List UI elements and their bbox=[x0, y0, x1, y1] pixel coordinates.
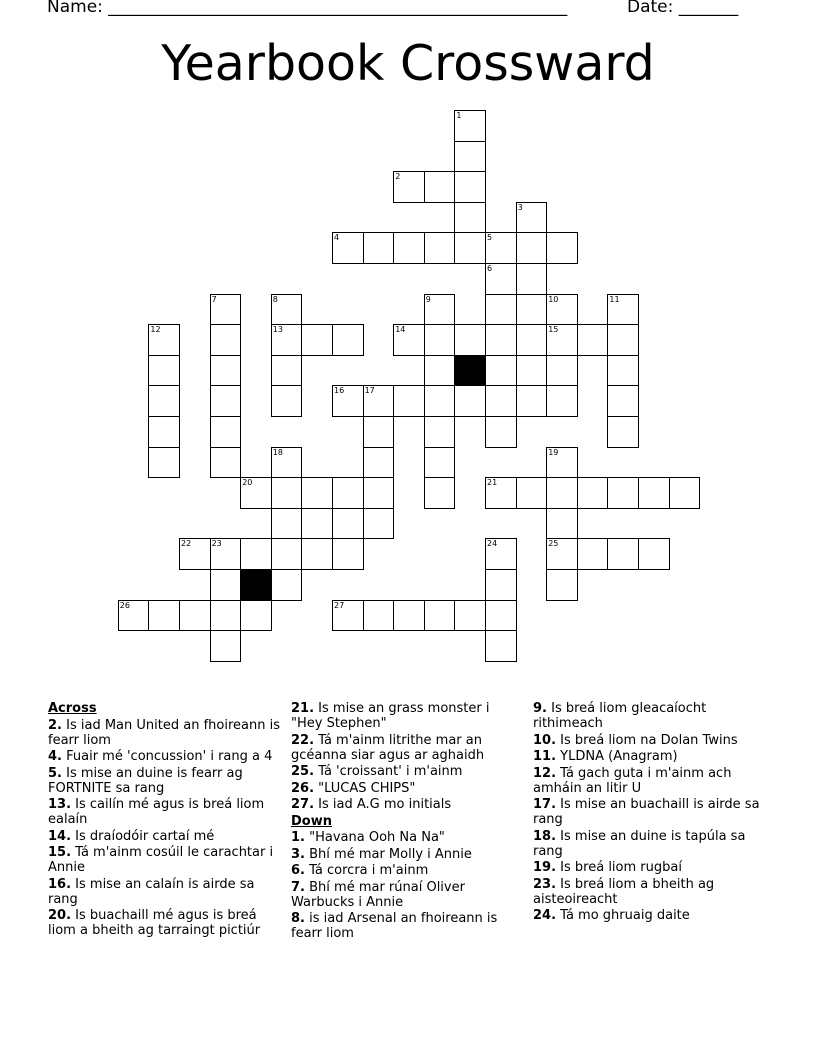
grid-cell[interactable] bbox=[424, 385, 456, 417]
clue-number: 16. bbox=[48, 876, 72, 892]
clue-text: Is breá liom a bheith ag aisteoireacht bbox=[533, 876, 715, 907]
clue-number: 14 bbox=[395, 325, 406, 335]
clue-text: "Havana Ooh Na Na" bbox=[309, 830, 445, 845]
clue bbox=[533, 877, 765, 907]
clue bbox=[48, 797, 280, 827]
grid-cell[interactable] bbox=[607, 324, 639, 356]
clue-text: Tá m'ainm cosúil le carachtar i Annie bbox=[48, 845, 274, 875]
grid-cell[interactable] bbox=[210, 324, 242, 356]
clues-column-3 bbox=[533, 701, 765, 925]
clue bbox=[291, 701, 523, 731]
clue-number: 7 bbox=[211, 294, 217, 304]
clue-number: 16 bbox=[334, 386, 345, 396]
clue-number: 10. bbox=[533, 732, 557, 748]
section-heading: Across bbox=[48, 701, 97, 716]
clue bbox=[533, 749, 765, 764]
clue-text: Bhí mé mar rúnaí Oliver Warbucks i Annie bbox=[291, 879, 465, 910]
clue-number: 9. bbox=[533, 701, 547, 716]
grid-cell[interactable] bbox=[148, 355, 180, 387]
grid-cell[interactable] bbox=[516, 477, 548, 509]
grid-cell[interactable] bbox=[485, 416, 517, 448]
grid-cell[interactable] bbox=[485, 355, 517, 387]
grid-cell[interactable] bbox=[210, 416, 242, 448]
grid-cell[interactable] bbox=[546, 355, 578, 387]
clue bbox=[48, 749, 280, 764]
grid-cell[interactable] bbox=[240, 600, 272, 632]
grid-cell[interactable] bbox=[332, 508, 364, 540]
grid-cell[interactable] bbox=[332, 600, 364, 632]
clue-number: 3. bbox=[291, 846, 305, 862]
grid-cell[interactable] bbox=[607, 477, 639, 509]
grid-cell[interactable] bbox=[240, 477, 272, 509]
grid-cell[interactable] bbox=[271, 447, 303, 479]
grid-cell[interactable] bbox=[485, 232, 517, 264]
grid-cell[interactable] bbox=[638, 477, 670, 509]
grid-cell[interactable] bbox=[485, 324, 517, 356]
clue-number: 12. bbox=[533, 765, 557, 781]
clue bbox=[533, 908, 765, 923]
grid-cell[interactable] bbox=[148, 600, 180, 632]
grid-cell[interactable] bbox=[210, 294, 242, 326]
grid-cell[interactable] bbox=[424, 416, 456, 448]
grid-cell[interactable] bbox=[516, 232, 548, 264]
grid-cell[interactable] bbox=[516, 355, 548, 387]
grid-cell[interactable] bbox=[485, 569, 517, 601]
grid-cell[interactable] bbox=[546, 385, 578, 417]
grid-cell[interactable] bbox=[271, 538, 303, 570]
grid-cell[interactable] bbox=[332, 324, 364, 356]
clue-number: 7. bbox=[291, 879, 305, 895]
clue-number: 21. bbox=[291, 701, 315, 716]
clue-text: Tá 'croissant' i m'ainm bbox=[318, 764, 463, 779]
clue-number: 24. bbox=[533, 908, 557, 923]
clue-number: 25. bbox=[291, 764, 315, 779]
grid-cell[interactable] bbox=[393, 600, 425, 632]
grid-cell[interactable] bbox=[332, 385, 364, 417]
grid-cell[interactable] bbox=[485, 630, 517, 662]
grid-cell[interactable] bbox=[607, 385, 639, 417]
clue-number: 18. bbox=[533, 828, 557, 844]
clue-text: Is breá liom rugbaí bbox=[560, 860, 682, 875]
grid-cell[interactable] bbox=[546, 294, 578, 326]
clue bbox=[533, 860, 765, 875]
grid-cell[interactable] bbox=[485, 600, 517, 632]
grid-cell[interactable] bbox=[210, 355, 242, 387]
clue-text: Is draíodóir cartaí mé bbox=[75, 828, 215, 844]
clue-number: 2 bbox=[395, 172, 401, 182]
grid-cell[interactable] bbox=[424, 294, 456, 326]
clue-number: 26 bbox=[119, 600, 130, 610]
clue-number: 11. bbox=[533, 749, 557, 764]
grid-cell[interactable] bbox=[118, 600, 150, 632]
clue-text: Tá gach guta i m'ainm ach amháin an litir U bbox=[533, 765, 732, 796]
clue bbox=[533, 797, 765, 827]
clue-text: Is mise an duine is fearr ag FORTNITE sa rang bbox=[48, 765, 243, 796]
grid-cell[interactable] bbox=[363, 447, 395, 479]
grid-cell[interactable] bbox=[148, 416, 180, 448]
grid-cell[interactable] bbox=[271, 569, 303, 601]
clue bbox=[291, 863, 523, 878]
grid-cell[interactable] bbox=[271, 324, 303, 356]
clue-text: Bhí mé mar Molly i Annie bbox=[309, 846, 472, 862]
clue bbox=[48, 766, 280, 796]
grid-cell[interactable] bbox=[516, 263, 548, 295]
grid-cell[interactable] bbox=[393, 171, 425, 203]
clue-number: 15 bbox=[548, 325, 559, 335]
grid-cell[interactable] bbox=[148, 385, 180, 417]
clue-number: 5 bbox=[487, 233, 493, 243]
clue-text: is iad Arsenal an fhoireann is fearr liom bbox=[291, 911, 498, 941]
clue-number: 20 bbox=[242, 478, 253, 488]
clue-text: Is mise an duine is tapúla sa rang bbox=[533, 828, 746, 859]
clue-number: 18 bbox=[272, 447, 283, 457]
grid-cell[interactable] bbox=[363, 232, 395, 264]
clue-text: Is mise an buachaill is airde sa rang bbox=[533, 797, 760, 827]
clue-number: 8 bbox=[272, 294, 278, 304]
grid-cell[interactable] bbox=[210, 447, 242, 479]
date-label: Date: bbox=[627, 0, 674, 17]
clue-number: 4. bbox=[48, 749, 62, 764]
grid-cell[interactable] bbox=[454, 141, 486, 173]
clue bbox=[533, 733, 765, 748]
grid-cell[interactable] bbox=[363, 385, 395, 417]
clue-number: 22. bbox=[291, 732, 315, 748]
grid-cell[interactable] bbox=[546, 232, 578, 264]
grid-cell[interactable] bbox=[271, 294, 303, 326]
clue-text: Tá m'ainm litrithe mar an gcéanna siar agus ar aghaidh bbox=[291, 732, 485, 763]
clue bbox=[533, 766, 765, 796]
date-line: _______ bbox=[678, 0, 739, 17]
clue-number: 19 bbox=[548, 447, 559, 457]
clue-text: Is breá liom gleacaíocht rithimeach bbox=[533, 701, 707, 731]
clue-text: Is iad A.G mo initials bbox=[318, 797, 452, 812]
grid-cell[interactable] bbox=[393, 232, 425, 264]
grid-cell[interactable] bbox=[424, 171, 456, 203]
page-title: Yearbook Crossward bbox=[161, 35, 655, 92]
grid-cell[interactable] bbox=[301, 477, 333, 509]
grid-cell[interactable] bbox=[240, 538, 272, 570]
grid-cell[interactable] bbox=[424, 324, 456, 356]
grid-cell[interactable] bbox=[607, 355, 639, 387]
clue-number: 9 bbox=[425, 294, 431, 304]
grid-cell[interactable] bbox=[546, 447, 578, 479]
clue-number: 5. bbox=[48, 765, 62, 781]
clue-number: 4 bbox=[334, 233, 340, 243]
grid-cell[interactable] bbox=[332, 232, 364, 264]
clue-text: Tá mo ghruaig daite bbox=[560, 908, 690, 923]
grid-cell[interactable] bbox=[148, 447, 180, 479]
clue-number: 23 bbox=[211, 539, 222, 549]
grid-cell[interactable] bbox=[454, 600, 486, 632]
grid-cell[interactable] bbox=[607, 294, 639, 326]
clue-text: Is breá liom na Dolan Twins bbox=[560, 732, 738, 748]
clue-text: Is mise an grass monster i "Hey Stephen" bbox=[291, 701, 490, 731]
grid-cell[interactable] bbox=[546, 324, 578, 356]
clue-text: Tá corcra i m'ainm bbox=[309, 863, 429, 878]
grid-cell[interactable] bbox=[393, 385, 425, 417]
clue bbox=[48, 845, 280, 875]
grid-cell[interactable] bbox=[454, 385, 486, 417]
clue-number: 8. bbox=[291, 911, 305, 926]
grid-cell[interactable] bbox=[332, 538, 364, 570]
grid-cell[interactable] bbox=[301, 538, 333, 570]
clues-column-1 bbox=[48, 701, 280, 940]
clue-text: Fuair mé 'concussion' i rang a 4 bbox=[66, 749, 273, 764]
clue-number: 14. bbox=[48, 828, 72, 844]
grid-cell[interactable] bbox=[271, 385, 303, 417]
grid-cell[interactable] bbox=[210, 385, 242, 417]
section-heading: Down bbox=[291, 813, 332, 829]
grid-cell[interactable] bbox=[424, 477, 456, 509]
clue-number: 15. bbox=[48, 845, 72, 860]
clue-number: 27. bbox=[291, 797, 315, 812]
grid-cell[interactable] bbox=[271, 508, 303, 540]
clue-number: 12 bbox=[150, 325, 161, 335]
grid-cell[interactable] bbox=[301, 324, 333, 356]
grid-cell[interactable] bbox=[454, 324, 486, 356]
clues-column-2 bbox=[291, 701, 523, 943]
clue bbox=[48, 908, 280, 938]
grid-cell[interactable] bbox=[454, 110, 486, 142]
grid-cell[interactable] bbox=[271, 477, 303, 509]
grid-cell[interactable] bbox=[363, 416, 395, 448]
grid-cell[interactable] bbox=[363, 477, 395, 509]
clue-number: 6. bbox=[291, 863, 305, 878]
clue-number: 17 bbox=[364, 386, 375, 396]
grid-cell[interactable] bbox=[485, 294, 517, 326]
grid-cell[interactable] bbox=[607, 416, 639, 448]
clue bbox=[291, 911, 523, 941]
grid-cell[interactable] bbox=[516, 294, 548, 326]
grid-cell[interactable] bbox=[485, 385, 517, 417]
grid-cell[interactable] bbox=[516, 385, 548, 417]
clue-number: 17. bbox=[533, 797, 557, 812]
grid-cell[interactable] bbox=[210, 630, 242, 662]
black-square bbox=[240, 569, 272, 601]
grid-cell[interactable] bbox=[301, 508, 333, 540]
grid-cell[interactable] bbox=[271, 355, 303, 387]
clue-number: 13. bbox=[48, 797, 72, 812]
grid-cell[interactable] bbox=[424, 447, 456, 479]
grid-cell[interactable] bbox=[454, 171, 486, 203]
clue-number: 11 bbox=[609, 294, 620, 304]
clue bbox=[291, 797, 523, 812]
grid-cell[interactable] bbox=[546, 508, 578, 540]
clue bbox=[48, 877, 280, 907]
clue-text: Is buachaill mé agus is breá liom a bheith ag tarraingt pictiúr bbox=[48, 908, 261, 938]
clue-number: 27 bbox=[334, 600, 345, 610]
grid-cell[interactable] bbox=[546, 538, 578, 570]
grid-cell[interactable] bbox=[424, 355, 456, 387]
grid-cell[interactable] bbox=[577, 477, 609, 509]
grid-cell[interactable] bbox=[424, 232, 456, 264]
grid-cell[interactable] bbox=[210, 600, 242, 632]
clue-text: Is mise an calaín is airde sa rang bbox=[48, 876, 255, 907]
clue bbox=[533, 701, 765, 731]
grid-cell[interactable] bbox=[516, 324, 548, 356]
clue-number: 10 bbox=[548, 294, 559, 304]
clue-number: 13 bbox=[272, 325, 283, 335]
clue-number: 19. bbox=[533, 860, 557, 875]
clue-number: 2. bbox=[48, 717, 62, 733]
name-label: Name: bbox=[47, 0, 103, 17]
clue bbox=[291, 764, 523, 779]
grid-cell[interactable] bbox=[669, 477, 701, 509]
grid-cell[interactable] bbox=[148, 324, 180, 356]
clue-text: YLDNA (Anagram) bbox=[560, 749, 678, 764]
grid-cell[interactable] bbox=[363, 508, 395, 540]
grid-cell[interactable] bbox=[577, 324, 609, 356]
clue bbox=[533, 829, 765, 859]
grid-cell[interactable] bbox=[485, 263, 517, 295]
clue-number: 3 bbox=[517, 202, 523, 212]
grid-cell[interactable] bbox=[210, 538, 242, 570]
clue bbox=[48, 829, 280, 844]
grid-cell[interactable] bbox=[546, 477, 578, 509]
grid-cell[interactable] bbox=[424, 600, 456, 632]
clue bbox=[291, 733, 523, 763]
grid-cell[interactable] bbox=[454, 232, 486, 264]
clue-text: "LUCAS CHIPS" bbox=[318, 780, 416, 796]
grid-cell[interactable] bbox=[638, 538, 670, 570]
clue-number: 21 bbox=[487, 478, 498, 488]
black-square bbox=[454, 355, 486, 387]
grid-cell[interactable] bbox=[210, 569, 242, 601]
grid-cell[interactable] bbox=[546, 569, 578, 601]
clue-number: 1. bbox=[291, 830, 305, 845]
grid-cell[interactable] bbox=[179, 600, 211, 632]
grid-cell[interactable] bbox=[607, 538, 639, 570]
clue bbox=[48, 718, 280, 748]
grid-cell[interactable] bbox=[179, 538, 211, 570]
grid-cell[interactable] bbox=[393, 324, 425, 356]
clue-number: 1 bbox=[456, 111, 462, 120]
clue-text: Is iad Man United an fhoireann is fearr liom bbox=[48, 717, 280, 748]
clue-number: 25 bbox=[548, 539, 559, 549]
clue-text: Is cailín mé agus is breá liom ealaín bbox=[48, 797, 265, 827]
grid-cell[interactable] bbox=[332, 477, 364, 509]
clue-number: 26. bbox=[291, 780, 315, 796]
clue bbox=[291, 830, 523, 845]
grid-cell[interactable] bbox=[485, 538, 517, 570]
grid-cell[interactable] bbox=[516, 202, 548, 234]
name-line: ______________________________________________________ bbox=[108, 0, 568, 17]
grid-cell[interactable] bbox=[363, 600, 395, 632]
clue-number: 22 bbox=[181, 539, 192, 549]
clue-number: 6 bbox=[487, 264, 493, 273]
clue bbox=[291, 781, 523, 796]
clue bbox=[291, 847, 523, 862]
clue-number: 20. bbox=[48, 908, 72, 923]
grid-cell[interactable] bbox=[485, 477, 517, 509]
grid-cell[interactable] bbox=[577, 538, 609, 570]
clue-number: 24 bbox=[487, 539, 498, 549]
clue bbox=[291, 880, 523, 910]
clue-number: 23. bbox=[533, 876, 557, 892]
grid-cell[interactable] bbox=[454, 202, 486, 234]
